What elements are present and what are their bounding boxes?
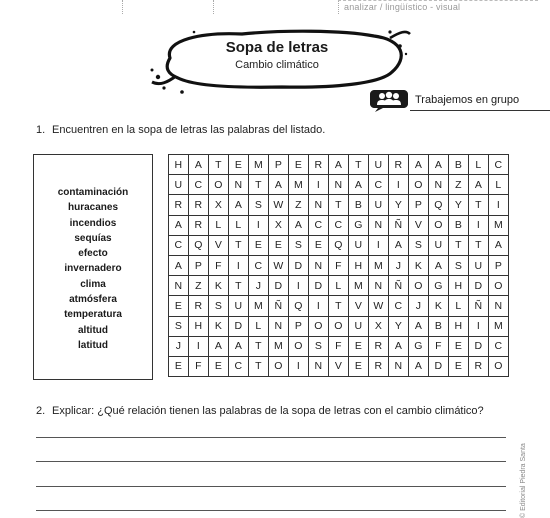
grid-cell[interactable]: E	[169, 357, 189, 377]
grid-cell[interactable]: T	[469, 195, 489, 215]
grid-cell[interactable]: Ñ	[389, 216, 409, 236]
grid-cell[interactable]: K	[429, 296, 449, 316]
word-item: atmósfera	[69, 294, 117, 306]
grid-cell[interactable]: E	[449, 357, 469, 377]
grid-cell[interactable]: N	[369, 276, 389, 296]
grid-cell[interactable]: G	[429, 276, 449, 296]
grid-cell[interactable]: C	[329, 216, 349, 236]
grid-cell[interactable]: Z	[449, 175, 469, 195]
answer-line[interactable]	[36, 437, 506, 438]
grid-cell[interactable]: Q	[289, 296, 309, 316]
word-item: clima	[80, 278, 106, 290]
grid-cell[interactable]: R	[309, 155, 329, 175]
question-1-text: Encuentren en la sopa de letras las palabras del listado.	[52, 124, 326, 136]
page-title: Sopa de letras	[225, 39, 329, 56]
grid-cell[interactable]: Ñ	[469, 296, 489, 316]
grid-cell[interactable]: I	[189, 337, 209, 357]
header-divider	[213, 0, 214, 14]
grid-cell[interactable]: P	[269, 155, 289, 175]
grid-cell[interactable]: A	[329, 155, 349, 175]
grid-cell[interactable]: W	[269, 256, 289, 276]
grid-cell[interactable]: L	[249, 317, 269, 337]
grid-cell[interactable]: T	[249, 337, 269, 357]
grid-cell[interactable]: A	[349, 175, 369, 195]
grid-cell[interactable]: N	[429, 175, 449, 195]
header-divider	[338, 0, 339, 14]
grid-cell[interactable]: C	[309, 216, 329, 236]
grid-cell[interactable]: H	[449, 276, 469, 296]
grid-cell[interactable]: A	[229, 195, 249, 215]
grid-cell[interactable]: V	[209, 236, 229, 256]
title-cloud	[142, 24, 412, 96]
question-2-text: Explicar: ¿Qué relación tienen las palabras de la sopa de letras con el cambio climático?	[52, 405, 484, 417]
grid-cell[interactable]: T	[249, 357, 269, 377]
grid-cell[interactable]: M	[489, 216, 509, 236]
grid-cell[interactable]: N	[169, 276, 189, 296]
grid-cell[interactable]: D	[469, 337, 489, 357]
grid-cell[interactable]: T	[229, 236, 249, 256]
copyright-text: © Editorial Piedra Santa	[520, 443, 527, 518]
grid-cell[interactable]: S	[409, 236, 429, 256]
grid-cell[interactable]: R	[189, 296, 209, 316]
grid-cell[interactable]: A	[209, 337, 229, 357]
grid-cell[interactable]: U	[349, 317, 369, 337]
grid-cell[interactable]: U	[169, 175, 189, 195]
grid-cell[interactable]: E	[349, 357, 369, 377]
grid-cell[interactable]: A	[429, 155, 449, 175]
grid-cell[interactable]: J	[409, 296, 429, 316]
grid-cell[interactable]: S	[289, 236, 309, 256]
grid-cell[interactable]: O	[409, 175, 429, 195]
grid-cell[interactable]: E	[169, 296, 189, 316]
grid-cell[interactable]: C	[189, 175, 209, 195]
grid-cell[interactable]: I	[249, 216, 269, 236]
grid-cell[interactable]: R	[169, 195, 189, 215]
grid-cell[interactable]: P	[489, 256, 509, 276]
grid-cell[interactable]: D	[429, 357, 449, 377]
question-2	[36, 405, 484, 417]
grid-cell[interactable]: R	[189, 195, 209, 215]
grid-cell[interactable]: A	[269, 175, 289, 195]
grid-cell[interactable]: E	[209, 357, 229, 377]
grid-cell[interactable]: C	[489, 155, 509, 175]
grid-cell[interactable]: U	[429, 236, 449, 256]
grid-cell[interactable]: O	[409, 276, 429, 296]
grid-cell[interactable]: K	[209, 276, 229, 296]
grid-cell[interactable]: U	[369, 155, 389, 175]
grid-cell[interactable]: I	[289, 276, 309, 296]
grid-cell[interactable]: F	[329, 337, 349, 357]
grid-cell[interactable]: V	[329, 357, 349, 377]
grid-cell[interactable]: Z	[189, 276, 209, 296]
grid-cell[interactable]: C	[369, 175, 389, 195]
word-item: huracanes	[67, 202, 119, 214]
grid-cell[interactable]: O	[209, 175, 229, 195]
grid-cell[interactable]: M	[289, 175, 309, 195]
grid-cell[interactable]: I	[309, 175, 329, 195]
grid-cell[interactable]: R	[369, 357, 389, 377]
group-underline	[410, 110, 550, 111]
grid-cell[interactable]: X	[269, 216, 289, 236]
header-divider	[122, 0, 123, 14]
grid-cell[interactable]: A	[389, 236, 409, 256]
grid-cell[interactable]: M	[349, 276, 369, 296]
grid-cell[interactable]: A	[169, 216, 189, 236]
answer-line[interactable]	[36, 510, 506, 511]
grid-cell[interactable]: I	[369, 236, 389, 256]
grid-cell[interactable]: O	[489, 357, 509, 377]
grid-cell[interactable]: H	[189, 317, 209, 337]
word-item: latitud	[78, 339, 108, 351]
grid-cell[interactable]: K	[209, 317, 229, 337]
word-item: altitud	[78, 324, 108, 336]
grid-cell[interactable]: F	[329, 256, 349, 276]
grid-cell[interactable]: G	[349, 216, 369, 236]
skills-label: analizar / lingüístico - visual	[344, 2, 461, 12]
grid-cell[interactable]: K	[409, 256, 429, 276]
grid-cell[interactable]: N	[269, 317, 289, 337]
grid-cell[interactable]: S	[249, 195, 269, 215]
grid-cell[interactable]: U	[369, 195, 389, 215]
grid-cell[interactable]: Q	[429, 195, 449, 215]
grid-cell[interactable]: R	[369, 337, 389, 357]
grid-cell[interactable]: C	[169, 236, 189, 256]
grid-cell[interactable]: H	[349, 256, 369, 276]
grid-cell[interactable]: O	[329, 317, 349, 337]
grid-cell[interactable]: B	[449, 216, 469, 236]
grid-cell[interactable]: A	[169, 256, 189, 276]
grid-cell[interactable]: Ñ	[389, 276, 409, 296]
grid-cell[interactable]: C	[389, 296, 409, 316]
grid-cell[interactable]: S	[449, 256, 469, 276]
word-item: incendios	[69, 217, 117, 229]
grid-cell[interactable]: N	[309, 357, 329, 377]
grid-cell[interactable]: N	[309, 195, 329, 215]
grid-cell[interactable]: A	[429, 256, 449, 276]
grid-cell[interactable]: N	[369, 216, 389, 236]
grid-cell[interactable]: D	[269, 276, 289, 296]
grid-cell[interactable]: Q	[329, 236, 349, 256]
grid-cell[interactable]: S	[169, 317, 189, 337]
grid-cell[interactable]: H	[169, 155, 189, 175]
grid-cell[interactable]: T	[469, 236, 489, 256]
grid-cell[interactable]: T	[349, 155, 369, 175]
grid-cell[interactable]: T	[329, 195, 349, 215]
word-item: contaminación	[57, 187, 129, 198]
grid-cell[interactable]: N	[389, 357, 409, 377]
question-1	[36, 124, 325, 136]
grid-cell[interactable]: J	[389, 256, 409, 276]
question-1-number: 1.	[36, 124, 46, 136]
grid-cell[interactable]: T	[249, 175, 269, 195]
question-2-number: 2.	[36, 405, 46, 417]
grid-cell[interactable]: A	[409, 155, 429, 175]
grid-cell[interactable]: B	[429, 317, 449, 337]
grid-cell[interactable]: Y	[389, 317, 409, 337]
grid-cell[interactable]: N	[229, 175, 249, 195]
word-item: temperatura	[64, 309, 122, 321]
grid-cell[interactable]: D	[309, 276, 329, 296]
grid-cell[interactable]: I	[469, 216, 489, 236]
answer-line[interactable]	[36, 486, 506, 487]
grid-cell[interactable]: U	[229, 296, 249, 316]
grid-cell[interactable]: H	[449, 317, 469, 337]
grid-cell[interactable]: A	[289, 216, 309, 236]
copyright-notice	[518, 440, 532, 518]
grid-cell[interactable]: N	[329, 175, 349, 195]
grid-cell[interactable]: I	[469, 317, 489, 337]
grid-cell[interactable]: B	[349, 195, 369, 215]
grid-cell[interactable]: D	[289, 256, 309, 276]
grid-cell[interactable]: D	[469, 276, 489, 296]
word-item: efecto	[78, 248, 108, 260]
grid-cell[interactable]: E	[309, 236, 329, 256]
grid-cell[interactable]: A	[389, 337, 409, 357]
grid-cell[interactable]: I	[309, 296, 329, 316]
grid-cell[interactable]: A	[189, 155, 209, 175]
grid-cell[interactable]: X	[369, 317, 389, 337]
grid-cell[interactable]: N	[489, 296, 509, 316]
grid-cell[interactable]: L	[329, 276, 349, 296]
grid-cell[interactable]: V	[349, 296, 369, 316]
page-subtitle: Cambio climático	[235, 59, 319, 71]
grid-cell[interactable]: E	[249, 236, 269, 256]
grid-cell[interactable]: Ñ	[269, 296, 289, 316]
grid-cell[interactable]: R	[189, 216, 209, 236]
grid-cell[interactable]: B	[449, 155, 469, 175]
grid-cell[interactable]: Z	[289, 195, 309, 215]
grid-cell[interactable]: J	[249, 276, 269, 296]
grid-cell[interactable]: X	[209, 195, 229, 215]
grid-cell[interactable]: W	[369, 296, 389, 316]
grid-cell[interactable]: U	[349, 236, 369, 256]
grid-cell[interactable]: S	[209, 296, 229, 316]
grid-cell[interactable]: I	[289, 357, 309, 377]
word-search-grid	[168, 154, 509, 377]
grid-cell[interactable]: A	[409, 357, 429, 377]
grid-cell[interactable]: P	[409, 195, 429, 215]
grid-cell[interactable]: C	[229, 357, 249, 377]
grid-cell[interactable]: M	[269, 337, 289, 357]
group-label: Trabajemos en grupo	[415, 94, 520, 106]
grid-cell[interactable]: E	[289, 155, 309, 175]
grid-cell[interactable]: I	[489, 195, 509, 215]
grid-cell[interactable]: E	[269, 236, 289, 256]
grid-cell[interactable]: F	[429, 337, 449, 357]
grid-cell[interactable]: C	[489, 337, 509, 357]
grid-cell[interactable]: M	[369, 256, 389, 276]
grid-cell[interactable]: Y	[449, 195, 469, 215]
grid-cell[interactable]: Y	[389, 195, 409, 215]
grid-cell[interactable]: E	[449, 337, 469, 357]
word-item: sequías	[74, 232, 112, 244]
grid-cell[interactable]: T	[449, 236, 469, 256]
grid-cell[interactable]: M	[249, 296, 269, 316]
header-dashed-rule	[338, 0, 538, 1]
grid-cell[interactable]: I	[389, 175, 409, 195]
grid-cell[interactable]: A	[489, 236, 509, 256]
grid-cell[interactable]: A	[469, 175, 489, 195]
grid-cell[interactable]: P	[289, 317, 309, 337]
grid-cell[interactable]: Q	[189, 236, 209, 256]
grid-cell[interactable]: A	[229, 337, 249, 357]
grid-cell[interactable]: P	[189, 256, 209, 276]
grid-cell[interactable]: R	[389, 155, 409, 175]
grid-cell[interactable]: J	[169, 337, 189, 357]
grid-cell[interactable]: O	[489, 276, 509, 296]
grid-cell[interactable]: L	[449, 296, 469, 316]
grid-cell[interactable]: E	[229, 155, 249, 175]
grid-cell[interactable]: T	[329, 296, 349, 316]
grid-cell[interactable]: T	[209, 155, 229, 175]
grid-cell[interactable]: L	[489, 175, 509, 195]
grid-cell[interactable]: S	[309, 337, 329, 357]
grid-cell[interactable]: O	[269, 357, 289, 377]
grid-cell[interactable]: O	[289, 337, 309, 357]
grid-cell[interactable]: L	[209, 216, 229, 236]
grid-cell[interactable]: M	[489, 317, 509, 337]
grid-cell[interactable]: D	[229, 317, 249, 337]
top-header-strip	[0, 0, 550, 18]
grid-cell[interactable]: L	[229, 216, 249, 236]
answer-line[interactable]	[36, 461, 506, 462]
word-list	[34, 185, 152, 353]
grid-cell[interactable]: U	[469, 256, 489, 276]
word-list-box	[33, 154, 153, 380]
grid-cell[interactable]: I	[229, 256, 249, 276]
grid-cell[interactable]: N	[309, 256, 329, 276]
grid-cell[interactable]: L	[469, 155, 489, 175]
grid-cell[interactable]: T	[229, 276, 249, 296]
grid-cell[interactable]: M	[249, 155, 269, 175]
grid-cell[interactable]: O	[309, 317, 329, 337]
grid-cell[interactable]: O	[429, 216, 449, 236]
grid-cell[interactable]: R	[469, 357, 489, 377]
group-icon	[370, 88, 412, 112]
grid-cell[interactable]: G	[409, 337, 429, 357]
grid-cell[interactable]: E	[349, 337, 369, 357]
grid-cell[interactable]: W	[269, 195, 289, 215]
grid-cell[interactable]: A	[409, 317, 429, 337]
grid-cell[interactable]: C	[249, 256, 269, 276]
word-item: invernadero	[64, 263, 122, 275]
grid-cell[interactable]: F	[209, 256, 229, 276]
grid-cell[interactable]: V	[409, 216, 429, 236]
grid-cell[interactable]: F	[189, 357, 209, 377]
